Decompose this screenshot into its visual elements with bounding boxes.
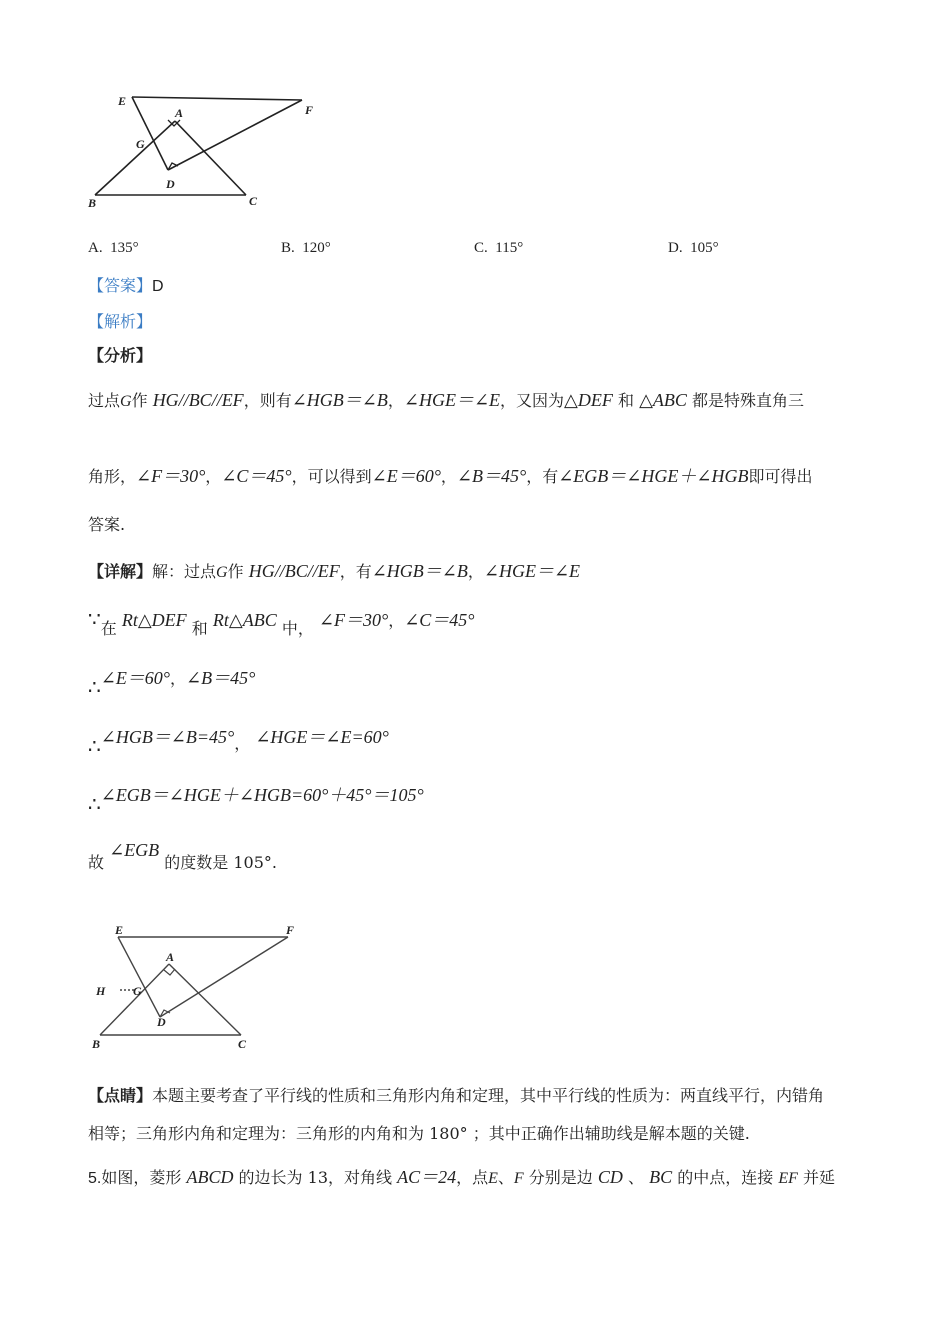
label-h: H xyxy=(96,984,106,998)
label-b: B xyxy=(92,1037,101,1051)
label-g: G xyxy=(136,137,145,151)
option-d[interactable]: D. 105° xyxy=(668,240,719,256)
fenxi-line-2: 角形，∠F＝30°，∠C＝45°，可以得到∠E＝60°，∠B＝45°，有∠EGB＝∠HGE＋∠HGB即可得出 xyxy=(88,466,813,486)
answer-label: 【答案】 xyxy=(88,276,153,295)
detail-line-6: 故 ∠EGB 的度数是 105°. xyxy=(88,840,277,872)
label-f: F xyxy=(305,103,314,117)
fenxi-line-1: 过点G作 HG//BC//EF，则有∠HGB＝∠B，∠HGE＝∠E，又因为△DEF 和 △ABC 都是特殊直角三 xyxy=(88,390,805,410)
fenxi-line-3: 答案. xyxy=(88,515,126,534)
label-c: C xyxy=(238,1037,247,1051)
label-f: F xyxy=(286,923,295,937)
dianjing-line-2: 相等；三角形内角和定理为：三角形的内角和为 180° ；其中正确作出辅助线是解本题的关键. xyxy=(88,1124,750,1143)
option-b[interactable]: B. 120° xyxy=(281,240,331,256)
label-e: E xyxy=(118,94,127,108)
detail-line-1: 【详解】解：过点G作 HG//BC//EF，有∠HGB＝∠B，∠HGE＝∠E xyxy=(88,561,581,581)
label-b: B xyxy=(88,196,97,210)
label-g: G xyxy=(133,984,142,998)
question-5: 5.如图，菱形 ABCD 的边长为 13，对角线 AC＝24，点E、F 分别是边 CD 、 BC 的中点，连接 EF 并延 xyxy=(88,1167,835,1187)
geometry-figure-2 xyxy=(88,918,318,1058)
detail-line-2: ∵在 Rt△DEF 和 Rt△ABC 中， ∠F＝30°，∠C＝45° xyxy=(88,607,475,638)
label-d: D xyxy=(157,1015,166,1029)
label-a: A xyxy=(166,950,175,964)
label-d: D xyxy=(166,177,175,191)
geometry-figure-1 xyxy=(80,88,330,213)
detail-line-5: ∴∠EGB＝∠HGE＋∠HGB=60°＋45°＝105° xyxy=(88,785,424,816)
dianjing-line-1: 【点睛】本题主要考查了平行线的性质和三角形内角和定理，其中平行线的性质为：两直线平行，内错角 xyxy=(88,1086,825,1105)
option-a[interactable]: A. 135° xyxy=(88,240,139,256)
option-c[interactable]: C. 115° xyxy=(474,240,524,256)
detail-label: 【详解】 xyxy=(88,562,153,581)
label-c: C xyxy=(249,194,258,208)
analysis-label: 【解析】 xyxy=(88,312,153,331)
detail-line-3: ∴∠E＝60°，∠B＝45° xyxy=(88,668,256,699)
answer-line xyxy=(88,273,164,296)
dianjing-label: 【点睛】 xyxy=(88,1086,153,1105)
label-e: E xyxy=(115,923,124,937)
answer-value: D xyxy=(152,278,164,295)
detail-line-4: ∴∠HGB＝∠B=45°， ∠HGE＝∠E=60° xyxy=(88,727,389,758)
fenxi-label: 【分析】 xyxy=(88,346,153,365)
label-a: A xyxy=(175,106,184,120)
